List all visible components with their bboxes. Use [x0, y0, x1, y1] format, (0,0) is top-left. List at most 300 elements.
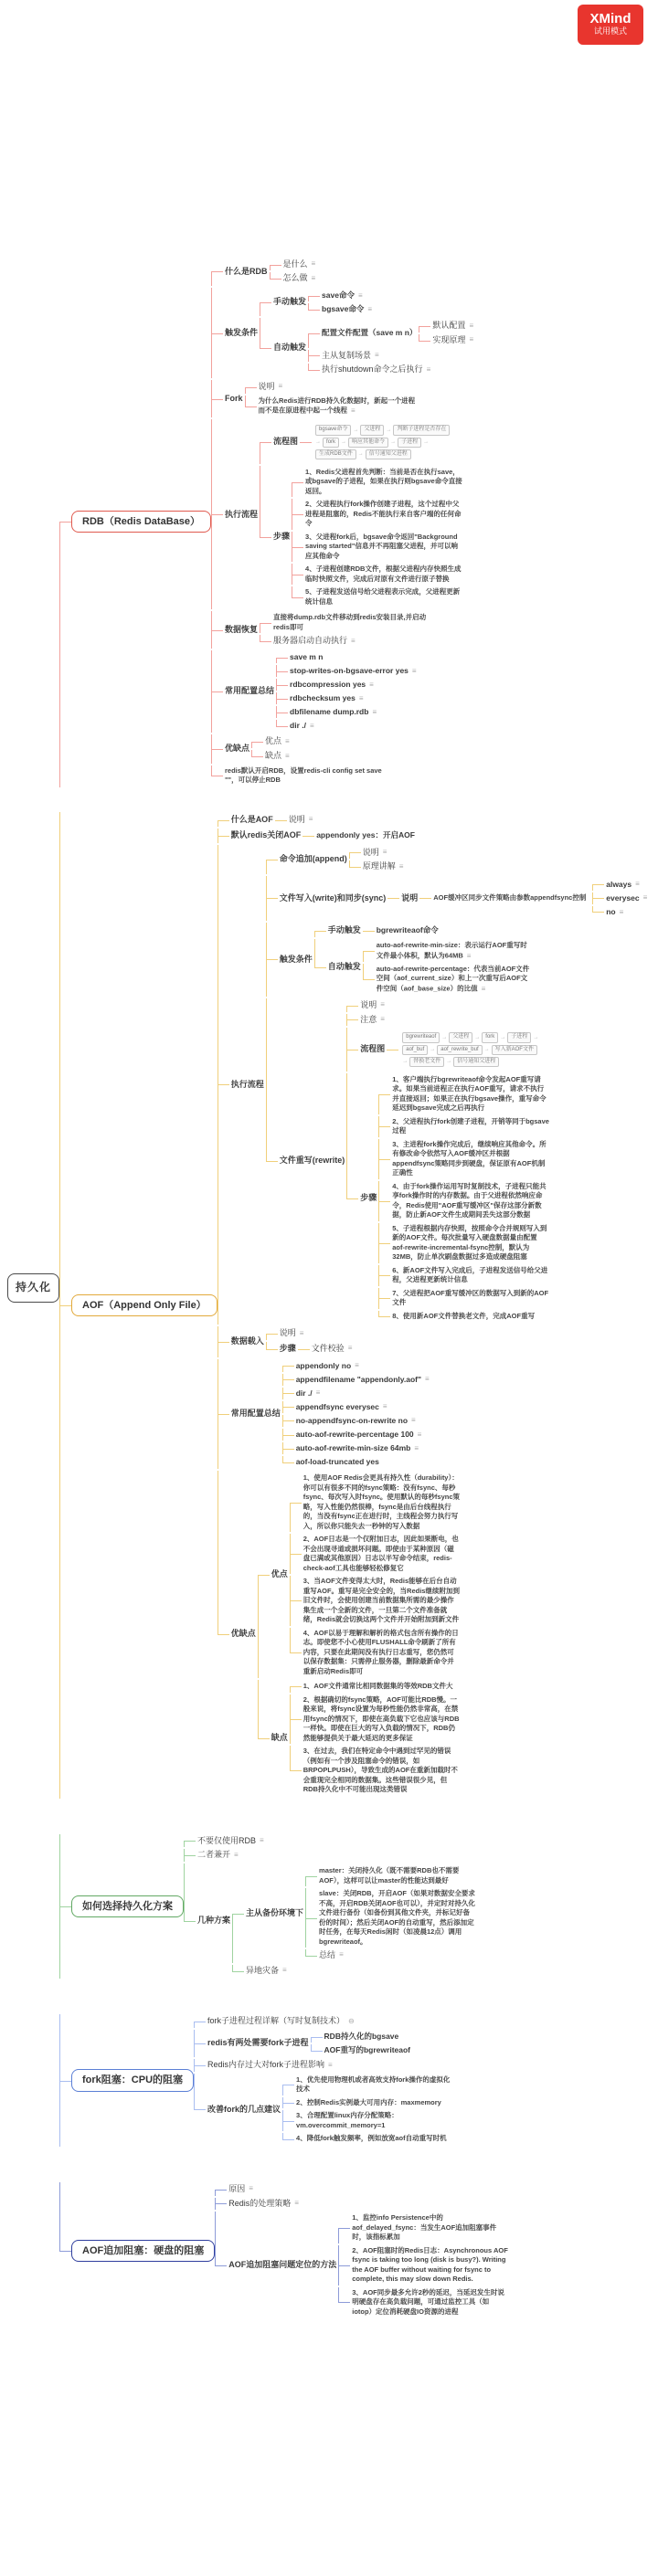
mindmap-topic[interactable]: master：关闭持久化（既不需要RDB也不需要AOF），这样可以让master的性能达到最好: [319, 1866, 460, 1884]
mindmap-topic[interactable]: 什么是AOF: [230, 814, 273, 824]
mindmap-branch: [218, 829, 650, 842]
mindmap-topic[interactable]: 自动触发: [327, 962, 361, 972]
mindmap-topic[interactable]: 命令追加(append): [279, 854, 347, 864]
mindmap-branch: [282, 1360, 431, 1372]
flow-box: 父进程: [360, 425, 384, 435]
mindmap-topic[interactable]: dir ./ ≡: [290, 721, 314, 731]
mindmap-children: [346, 998, 551, 1324]
xmind-trial-badge[interactable]: [578, 5, 643, 45]
mindmap-topic[interactable]: 说明 ≡: [258, 381, 283, 391]
mindmap-topic[interactable]: 自动触发: [273, 342, 307, 352]
mindmap-branch: [258, 1472, 462, 1678]
mindmap-topic[interactable]: 不要仅使用RDB ≡: [197, 1835, 264, 1845]
flow-arrow-icon: →: [430, 1047, 436, 1053]
notes-icon[interactable]: ≡: [285, 751, 290, 760]
mindmap-topic[interactable]: 2、控制Redis实例最大可用内存：maxmemory: [296, 2097, 441, 2106]
notes-icon[interactable]: ≡: [308, 815, 313, 824]
mindmap-topic[interactable]: save m n: [290, 652, 324, 662]
mindmap-topic[interactable]: auto-aof-rewrite-percentage：代表当前AOF文件空间（aof_current_size）和上一次重写后AOF文件空间（aof_base_size）的比值 ≡: [376, 964, 530, 993]
flow-box: 父进程: [449, 1032, 472, 1042]
mindmap-branch: [298, 1343, 355, 1356]
flow-arrow-icon: →: [441, 1034, 448, 1040]
mindmap-topic[interactable]: bgrewriteaof命令: [376, 925, 439, 935]
mindmap-topic[interactable]: 手动触发: [327, 924, 361, 934]
flow-arrow-icon: →: [483, 1047, 490, 1053]
mindmap-children: [266, 1326, 355, 1357]
notes-icon[interactable]: ≡: [351, 406, 356, 416]
mindmap-branch: [378, 1116, 551, 1137]
mindmap-topic[interactable]: 5、子进程发送信号给父进程表示完成，父进程更新统计信息: [305, 587, 461, 606]
mindmap-branch: [282, 1388, 431, 1399]
mindmap-topic[interactable]: 几种方案: [197, 1915, 231, 1925]
mindmap-branch: [232, 1864, 478, 1963]
mindmap-topic[interactable]: dir ./ ≡: [295, 1388, 321, 1398]
notes-icon[interactable]: ≡: [234, 1850, 239, 1859]
mindmap-topic[interactable]: no-appendfsync-on-rewrite no ≡: [295, 1415, 416, 1425]
mindmap-topic[interactable]: 4、降低fork触发频率，例如放宽aof自动重写时机: [296, 2134, 447, 2143]
mindmap-branch: [305, 1949, 478, 1962]
mindmap-topic[interactable]: 3、主进程fork操作完成后，继续响应其他命令。所有修改命令依然写入AOF缓冲区并根据appendfsync策略同步到硬盘，保证原有AOF机制正确性: [392, 1139, 547, 1177]
mindmap-topic[interactable]: 3、在过去，我们在特定命令中遇到过罕见的错误（例如有一个涉及阻塞命令的错误，如BRPOPLPUSH），导致生成的AOF在重新加载时不会重现完全相同的数据集。这些错误很少见，但RDB持久化中不可能出现这类错误: [302, 1747, 458, 1794]
mindmap-topic[interactable]: 触发条件: [225, 327, 259, 337]
mindmap-children: [232, 1863, 478, 1978]
flow-arrow-icon: →: [423, 439, 430, 446]
mindmap-branch: [266, 1342, 355, 1357]
mindmap-topic[interactable]: 2、根据确切的fsync策略，AOF可能比RDB慢。一般来说，将fsync设置为每秒性能仍然非常高，在禁用fsync的情况下，即使在高负载下它也应该与RDB一样快。即使在巨大的写入负载的情况下，RDB仍然能够提供关于最大延迟的更多保证: [302, 1694, 460, 1742]
mindmap-children: [419, 319, 475, 347]
flow-box: 替换老文件: [409, 1057, 444, 1067]
mindmap-branch: [387, 1029, 547, 1071]
notes-icon[interactable]: ≡: [260, 1836, 264, 1845]
mindmap-branch: [218, 1471, 650, 1798]
mindmap-branch: [184, 1849, 478, 1862]
mindmap-topic[interactable]: fork子进程过程详解（写时复制技术） ⊖: [207, 2016, 355, 2026]
mindmap-branch: [251, 750, 292, 763]
mindmap-topic[interactable]: 3、AOF同步最多允许2秒的延迟，当延迟发生时说明硬盘存在高负载问题，可通过监控工具（如iotop）定位消耗硬盘IO资源的进程: [352, 2287, 504, 2316]
mindmap-branch: [292, 467, 464, 498]
mindmap-children: [215, 2182, 511, 2319]
mindmap-branch: [349, 847, 406, 860]
notes-icon[interactable]: ≡: [355, 1361, 359, 1370]
mindmap-topic[interactable]: appendonly yes：开启AOF: [316, 830, 415, 840]
mindmap-branch: [245, 381, 418, 394]
mindmap-children: [290, 1472, 462, 1678]
mindmap-topic[interactable]: 8、使用新AOF文件替换老文件，完成AOF重写: [392, 1311, 536, 1320]
mindmap-topic[interactable]: 执行流程: [225, 509, 259, 519]
mindmap-topic[interactable]: 改善fork的几点建议: [207, 2104, 281, 2114]
mindmap-branch: [387, 877, 649, 920]
mindmap-topic[interactable]: 优缺点: [230, 1629, 256, 1639]
section-aof[interactable]: AOF（Append Only File）: [71, 1294, 218, 1316]
mindmap-children: [363, 924, 440, 937]
notes-icon[interactable]: ≡: [425, 1375, 430, 1384]
mindmap-topic[interactable]: 1、使用AOF Redis会更具有持久性（durability）：你可以有很多不同的fsync策略：没有fsync、每秒fsync、每次写入时fsync。使用默认的每秒fsync策略，写入性能仍然很棒，fsync是由后台线程执行的，当没有fsync正在进行时，主线程会努力执行写入，所以你只能失去一秒钟的写入数据: [302, 1473, 460, 1530]
mindmap-topic[interactable]: 执行shutdown命令之后执行 ≡: [322, 364, 431, 375]
mindmap-children: [308, 318, 475, 377]
mindmap-branch: [211, 650, 475, 733]
mindmap-topic[interactable]: 步骤: [279, 1344, 296, 1354]
mindmap-branch: [292, 532, 464, 563]
mindmap-topic[interactable]: aof-load-truncated yes: [295, 1457, 379, 1467]
mindmap-children: [211, 257, 475, 787]
notes-icon[interactable]: ≡: [642, 893, 648, 903]
flow-box: 子进程: [507, 1032, 531, 1042]
mindmap-branch: [363, 940, 536, 962]
flow-arrow-icon: →: [315, 439, 322, 446]
mindmap-topic[interactable]: 2、AOF日志是一个仅附加日志，因此如果断电，也不会出现寻道或损坏问题。即使由于某种原因（磁盘已满或其他原因）日志以半写命令结束，redis-check-aof工具也能够轻松修复它: [302, 1535, 459, 1572]
mindmap-topic[interactable]: 常用配置总结: [225, 686, 275, 696]
mindmap-topic[interactable]: 文件重写(rewrite): [279, 1156, 345, 1166]
mindmap-topic[interactable]: always ≡: [606, 879, 640, 889]
mindmap-topic[interactable]: Fork: [225, 393, 243, 403]
mindmap-branch: [346, 999, 551, 1012]
mindmap-branch: [194, 2030, 455, 2057]
mindmap-branch: [184, 1863, 478, 1978]
mindmap-branch: [378, 1074, 551, 1114]
notes-icon[interactable]: ≡: [309, 721, 314, 730]
mindmap-branch: [215, 2198, 511, 2211]
root-topic-persistence[interactable]: 持久化: [7, 1273, 59, 1303]
mindmap-branch: [378, 1139, 551, 1179]
mindmap-topic[interactable]: auto-aof-rewrite-min-size 64mb ≡: [295, 1443, 419, 1453]
notes-icon[interactable]: ≡: [380, 1000, 385, 1009]
flow-arrow-icon: →: [341, 439, 347, 446]
mindmap-children: [311, 2030, 412, 2057]
notes-icon[interactable]: ≡: [411, 1416, 416, 1425]
mindmap-children: [282, 2074, 455, 2146]
mindmap-branch: [282, 1374, 431, 1386]
mindmap-topic[interactable]: 1、Redis父进程首先判断：当前是否在执行save，或bgsave的子进程，如果在执行则bgsave命令直接返回。: [305, 467, 462, 495]
mindmap-branch: [59, 1834, 649, 1980]
mindmap-topic[interactable]: Redis的处理策略 ≡: [228, 2198, 299, 2208]
mindmap-topic[interactable]: 二者兼开 ≡: [197, 1850, 239, 1860]
notes-icon[interactable]: ≡: [369, 680, 374, 689]
notes-icon[interactable]: ≡: [351, 636, 356, 645]
mindmap-topic[interactable]: 3、父进程fork后，bgsave命令返回"Background saving started"信息并不再阻塞父进程，并可以响应其他命令: [305, 532, 458, 560]
mindmap-branch: [292, 586, 464, 607]
mindmap-branch: [276, 651, 419, 663]
mindmap-topic[interactable]: auto-aof-rewrite-min-size：表示运行AOF重写时文件最小体积，默认为64MB ≡: [376, 941, 527, 960]
mindmap-branch: [59, 812, 649, 1799]
mindmap-topic[interactable]: 说明 ≡: [279, 1328, 304, 1338]
mindmap-branch: [7, 256, 649, 2320]
mindmap-topic[interactable]: appendfsync everysec ≡: [295, 1401, 387, 1411]
mindmap-children: [349, 846, 406, 874]
mindmap-topic[interactable]: rdbcompression yes ≡: [290, 680, 374, 690]
mindmap-branch: [251, 735, 292, 748]
notes-icon[interactable]: ≡: [367, 304, 372, 313]
mindmap-topic[interactable]: redis默认开启RDB，设置redis-cli config set save ""，可以停止RDB: [225, 765, 382, 785]
mindmap-topic[interactable]: 什么是RDB: [225, 266, 268, 276]
mindmap-topic[interactable]: 6、新AOF文件写入完成后，子进程发送信号给父进程，父进程更新统计信息: [392, 1265, 548, 1284]
mindmap-topic[interactable]: Redis内存过大对fork子进程影响 ≡: [207, 2060, 333, 2070]
mindmap-branch: [282, 1456, 431, 1468]
mindmap-topic[interactable]: 触发条件: [279, 954, 313, 964]
mindmap-children: [276, 650, 419, 733]
mindmap-topic[interactable]: 直接将dump.rdb文件移动到redis安装目录,并启动redis即可: [273, 613, 427, 631]
mindmap-branch: [378, 1288, 551, 1309]
mindmap-topic[interactable]: 7、父进程把AOF重写缓冲区的数据写入到新的AOF文件: [392, 1288, 549, 1307]
mindmap-topic[interactable]: 2、父进程执行fork操作创建子进程，这个过程中父进程是阻塞的，Redis不能执行来自客户端的任何命令: [305, 500, 462, 528]
mindmap-topic[interactable]: 1、优先使用物理机或者高效支持fork操作的虚拟化技术: [296, 2075, 451, 2094]
notes-icon[interactable]: ≡: [481, 984, 486, 993]
mindmap-branch: [292, 499, 464, 530]
mindmap-children: [194, 2014, 455, 2146]
mindmap-branch: [346, 1073, 551, 1324]
mindmap-branch: [290, 1628, 462, 1678]
notes-icon[interactable]: ≡: [357, 290, 363, 300]
mindmap-branch: [378, 1265, 551, 1286]
flow-box: 子进程: [398, 438, 421, 448]
mindmap-topic[interactable]: AOF缓冲区同步文件策略由参数appendfsync控制: [433, 893, 587, 903]
mindmap-topic[interactable]: 配置文件配置（save m n）: [322, 328, 418, 338]
mindmap-topic[interactable]: dbfilename dump.rdb ≡: [290, 707, 377, 717]
notes-icon[interactable]: ≡: [380, 1015, 385, 1024]
section-aof-append-block[interactable]: AOF追加阻塞：硬盘的阻塞: [71, 2240, 215, 2262]
mindmap-topic[interactable]: 数据载入: [230, 1336, 264, 1346]
mindmap-topic[interactable]: slave：关闭RDB，开启AOF（如果对数据安全要求不高，开启RDB关闭AOF也可以），并定时对持久化文件进行备份（如备份到其他文件夹，并标记好备份的时间）；然后关闭AOF的自动重写，然后添加定时任务，在每天Redis闲时（如凌晨12点）调用bgrewriteaof。: [319, 1889, 475, 1946]
mindmap-branch: [338, 2287, 511, 2318]
mindmap-branch: [215, 2183, 511, 2196]
mindmap-branch: [302, 829, 417, 841]
mindmap-topic[interactable]: 是什么 ≡: [282, 259, 316, 269]
xmind-trial-mode-label: 试用模式: [593, 26, 627, 37]
mindmap-topic[interactable]: 主从复制场景 ≡: [322, 350, 379, 360]
mindmap-branch: [314, 939, 536, 996]
rdb-bgsave-flow-diagram: [312, 421, 460, 463]
mindmap-topic[interactable]: 常用配置总结: [230, 1409, 281, 1419]
mindmap-topic[interactable]: 实现原理 ≡: [432, 334, 474, 344]
notes-icon[interactable]: ≡: [299, 1328, 304, 1337]
flow-arrow-icon: →: [446, 1059, 452, 1065]
mindmap-branch: [290, 1694, 462, 1745]
flow-box: 生成RDB文件: [315, 449, 356, 459]
mindmap-children: [592, 878, 649, 919]
mindmap-topic[interactable]: 2、AOF阻塞时的Redis日志：Asynchronous AOF fsync is taking too long (disk is busy?). Writing the AOF buffer without waiting for fsync to complete, this may slow down Redis.: [352, 2245, 508, 2284]
mindmap-topic[interactable]: AOF追加阻塞问题定位的方法: [228, 2259, 337, 2269]
mindmap-branch: [270, 259, 318, 271]
mindmap-topic[interactable]: 说明 ≡: [362, 847, 387, 857]
mindmap-children: [305, 1864, 478, 1963]
mindmap-topic[interactable]: 总结 ≡: [319, 1950, 344, 1959]
mindmap-branch: [282, 1401, 431, 1413]
mindmap-topic[interactable]: appendonly no ≡: [295, 1360, 359, 1370]
mindmap-branch: [276, 679, 419, 691]
mindmap-branch: [218, 1326, 650, 1357]
mindmap-children: [266, 845, 650, 1325]
mindmap-topic[interactable]: 1、客户端执行bgrewriteaof命令发起AOF重写请求。如果当前进程正在执行AOF重写，请求不执行并直接返回；如果正在执行bgsave操作，重写命令延迟到bgsave完成之后再执行: [392, 1074, 547, 1113]
notes-icon[interactable]: ≡: [426, 364, 431, 374]
mindmap-topic[interactable]: bgsave命令 ≡: [322, 304, 372, 314]
mindmap-topic[interactable]: 为什么Redis进行RDB持久化数据时，新起一个进程而不是在原进程中起一个线程 ≡: [258, 396, 416, 416]
flow-arrow-icon: →: [500, 1034, 506, 1040]
mindmap-children: [314, 923, 536, 997]
mindmap-children: [260, 419, 464, 609]
mindmap-branch: [282, 1442, 431, 1454]
mindmap-topic[interactable]: 优点 ≡: [265, 736, 290, 746]
mindmap-topic[interactable]: 文件写入(write)和同步(sync): [279, 892, 387, 903]
mindmap-topic[interactable]: 怎么做 ≡: [282, 273, 316, 283]
mindmap-branch: [194, 2074, 455, 2146]
notes-icon[interactable]: ≡: [466, 951, 472, 960]
flow-box: 响应其他命令: [348, 438, 388, 448]
notes-icon[interactable]: ≡: [414, 1443, 419, 1452]
mindmap-branch: [419, 334, 475, 347]
notes-icon[interactable]: ≡: [347, 1344, 353, 1353]
flow-box: aof_rewrite_buf: [437, 1045, 482, 1055]
mindmap-branch: [218, 813, 650, 828]
xmind-logo-text: XMind: [589, 10, 631, 26]
mindmap-branch: [419, 320, 475, 333]
mindmap-branch: [292, 564, 464, 585]
mindmap-branch: [266, 1327, 355, 1340]
mindmap-topic[interactable]: 原理讲解 ≡: [362, 861, 404, 871]
mindmap-branch: [592, 906, 649, 918]
mindmap-topic[interactable]: AOF重写的bgrewriteaof: [324, 2045, 410, 2055]
mindmap-topic[interactable]: auto-aof-rewrite-percentage 100 ≡: [295, 1429, 422, 1439]
mindmap-branch: [258, 1680, 462, 1797]
notes-icon[interactable]: ≡: [339, 1950, 344, 1959]
mindmap-branch: [290, 1576, 462, 1626]
flow-arrow-icon: →: [402, 1059, 409, 1065]
notes-icon[interactable]: ≡: [282, 1966, 287, 1975]
mindmap-topic[interactable]: 优点: [271, 1569, 288, 1579]
mindmap-topic[interactable]: 说明 ≡: [360, 999, 385, 1009]
notes-icon[interactable]: ≡: [619, 907, 624, 916]
mindmap-branch: [349, 860, 406, 873]
mindmap-topic[interactable]: 缺点 ≡: [265, 751, 290, 761]
notes-icon[interactable]: ≡: [375, 351, 379, 360]
section-fork-block[interactable]: fork阻塞：CPU的阻塞: [71, 2069, 194, 2091]
mindmap-branch: [211, 419, 475, 609]
mindmap-topic[interactable]: no ≡: [606, 906, 624, 916]
mindmap-topic[interactable]: redis有两处需要fork子进程: [207, 2038, 309, 2048]
notes-icon[interactable]: ≡: [372, 707, 377, 716]
mindmap-branch: [184, 1835, 478, 1848]
mindmap-branch: [59, 2182, 649, 2319]
section-choose-plan[interactable]: 如何选择持久化方案: [71, 1895, 184, 1917]
mindmap-children: [298, 1342, 355, 1357]
mindmap-topic[interactable]: 原因 ≡: [228, 2183, 253, 2193]
mindmap-topic[interactable]: 1、AOF文件通常比相同数据集的等效RDB文件大: [302, 1682, 453, 1691]
notes-icon[interactable]: ≡: [278, 382, 283, 391]
mindmap-topic[interactable]: 3、当AOF文件变得太大时，Redis能够在后台自动重写AOF。重写是完全安全的，当Redis继续附加到旧文件时，会使用创建当前数据集所需的最少操作集生成一个全新的文件，一旦第二个文件准备就绪，Redis就会切换这两个文件并开始附加到新文件: [302, 1577, 460, 1624]
mindmap-branch: [311, 2031, 412, 2043]
flow-box: 判断子进程是否存在: [393, 425, 450, 435]
mindmap-branch: [282, 2133, 455, 2145]
mindmap-topic[interactable]: 缺点: [271, 1733, 288, 1743]
mindmap-branch: [290, 1746, 462, 1796]
mindmap-topic[interactable]: 4、子进程创建RDB文件，根据父进程内存快照生成临时快照文件，完成后对原有文件进行原子替换: [305, 565, 462, 583]
mindmap-children: [184, 1834, 478, 1980]
mindmap-branch: [308, 364, 475, 376]
mindmap-topic[interactable]: 执行流程: [230, 1079, 264, 1089]
mindmap-topic[interactable]: 流程图: [273, 437, 299, 447]
mindmap-topic[interactable]: 服务器启动自动执行 ≡: [273, 636, 356, 646]
notes-icon[interactable]: ≡: [315, 1388, 321, 1398]
mindmap-topic[interactable]: 2、父进程执行fork创建子进程，开销等同于bgsave过程: [392, 1116, 549, 1135]
mindmap-topic[interactable]: 流程图: [360, 1044, 386, 1054]
mindmap-topic[interactable]: 步骤: [360, 1192, 377, 1202]
mindmap-branch: [211, 380, 475, 417]
mindmap-branch: [211, 765, 475, 787]
mindmap-topic[interactable]: appendfilename "appendonly.aof" ≡: [295, 1374, 430, 1384]
notes-icon[interactable]: ≡: [294, 2198, 299, 2207]
notes-icon[interactable]: ≡: [469, 321, 474, 330]
mindmap-topic[interactable]: 4、由于fork操作运用写时复制技术，子进程只能共享fork操作时的内存数据。由于父进程依然响应命令，Redis使用"AOF重写缓冲区"保存这部分新数据，防止新AOF文件生成期间丢失这部分数据: [392, 1181, 547, 1219]
notes-icon[interactable]: ≡: [358, 693, 364, 702]
notes-icon[interactable]: ≡: [311, 259, 316, 269]
flow-box: 写入新AOF文件: [492, 1045, 537, 1055]
notes-icon[interactable]: ≡: [249, 2184, 253, 2193]
mindmap-topic[interactable]: RDB持久化的bgsave: [324, 2032, 399, 2042]
mindmap-topic[interactable]: 默认redis关闭AOF: [230, 830, 302, 840]
mindmap-topic[interactable]: 手动触发: [273, 297, 307, 307]
mindmap-branch: [260, 289, 475, 316]
mindmap-topic[interactable]: 4、AOF以易于理解和解析的格式包含所有操作的日志。即使您不小心使用FLUSHALL命令刷新了所有内容，只要在此期间没有执行日志重写，您仍然可以保存数据集：只需停止服务器，删除最新命令并重新启动Redis即可: [302, 1628, 459, 1675]
mindmap-branch: [308, 350, 475, 363]
flow-box: bgrewriteaof: [402, 1032, 440, 1042]
mindmap-topic[interactable]: rdbchecksum yes ≡: [290, 693, 364, 703]
mindmap-branch: [290, 1681, 462, 1693]
mindmap-topic[interactable]: 数据恢复: [225, 624, 259, 634]
flow-box: fork: [482, 1032, 498, 1042]
mindmap-topic[interactable]: 1、监控info Persistence中的aof_delayed_fsync：当发生AOF追加阻塞事件时，该指标累加: [352, 2213, 497, 2242]
mindmap-children: [251, 734, 292, 763]
notes-icon[interactable]: ≡: [328, 2060, 333, 2069]
mindmap-topic[interactable]: everysec ≡: [606, 892, 648, 903]
mindmap-branch: [378, 1223, 551, 1263]
mindmap-branch: [346, 1014, 551, 1027]
mindmap-topic[interactable]: 默认配置 ≡: [432, 321, 474, 331]
mindmap-topic[interactable]: save命令 ≡: [322, 290, 363, 301]
mindmap-branch: [282, 2075, 455, 2096]
mindmap-topic[interactable]: 异地灾备 ≡: [246, 1965, 287, 1975]
notes-icon[interactable]: ≡: [311, 273, 316, 282]
notes-icon[interactable]: ≡: [635, 880, 640, 889]
mindmap-branch: [282, 2110, 455, 2131]
mindmap-topic[interactable]: stop-writes-on-bgsave-error yes ≡: [290, 666, 417, 676]
mindmap-children: [245, 380, 418, 417]
mindmap-branch: [270, 272, 318, 285]
notes-icon[interactable]: ≡: [417, 1430, 422, 1439]
mindmap-topic[interactable]: 优缺点: [225, 744, 250, 754]
mindmap-branch: [260, 635, 432, 648]
mindmap-topic[interactable]: 说明 ≡: [288, 814, 313, 824]
mindmap-topic[interactable]: 3、合理配置linux内存分配策略：vm.overcommit_memory=1: [296, 2111, 398, 2129]
mindmap-topic[interactable]: 步骤: [273, 532, 291, 542]
notes-icon[interactable]: ≡: [382, 847, 387, 856]
mindmap-topic[interactable]: 主从备份环境下: [246, 1908, 304, 1917]
mindmap-topic[interactable]: 说明: [401, 892, 419, 903]
mindmap-branch: [232, 1965, 478, 1978]
mindmap-topic[interactable]: 注意 ≡: [360, 1014, 385, 1024]
mindmap-topic[interactable]: 5、子进程根据内存快照，按照命令合并规则写入到新的AOF文件。每次批量写入硬盘数据量由配置aof-rewrite-incremental-fsync控制，默认为32MB，防止单次刷盘数据过多造成硬盘阻塞: [392, 1223, 547, 1262]
mindmap-branch: [218, 1359, 650, 1469]
notes-icon[interactable]: ≡: [382, 1402, 387, 1411]
notes-icon[interactable]: ≡: [411, 666, 417, 675]
notes-icon[interactable]: ≡: [398, 861, 404, 871]
mindmap-topic[interactable]: 文件校验 ≡: [311, 1344, 353, 1354]
notes-icon[interactable]: ≡: [469, 335, 474, 344]
mindmap-children: [300, 420, 460, 464]
notes-icon[interactable]: ≡: [285, 736, 290, 745]
collapse-icon[interactable]: ⊖: [348, 2016, 355, 2025]
section-rdb[interactable]: RDB（Redis DataBase）: [71, 511, 211, 533]
mindmap-branch: [211, 258, 475, 286]
mindmap-branch: [59, 2014, 649, 2146]
mindmap-branch: [211, 611, 475, 649]
